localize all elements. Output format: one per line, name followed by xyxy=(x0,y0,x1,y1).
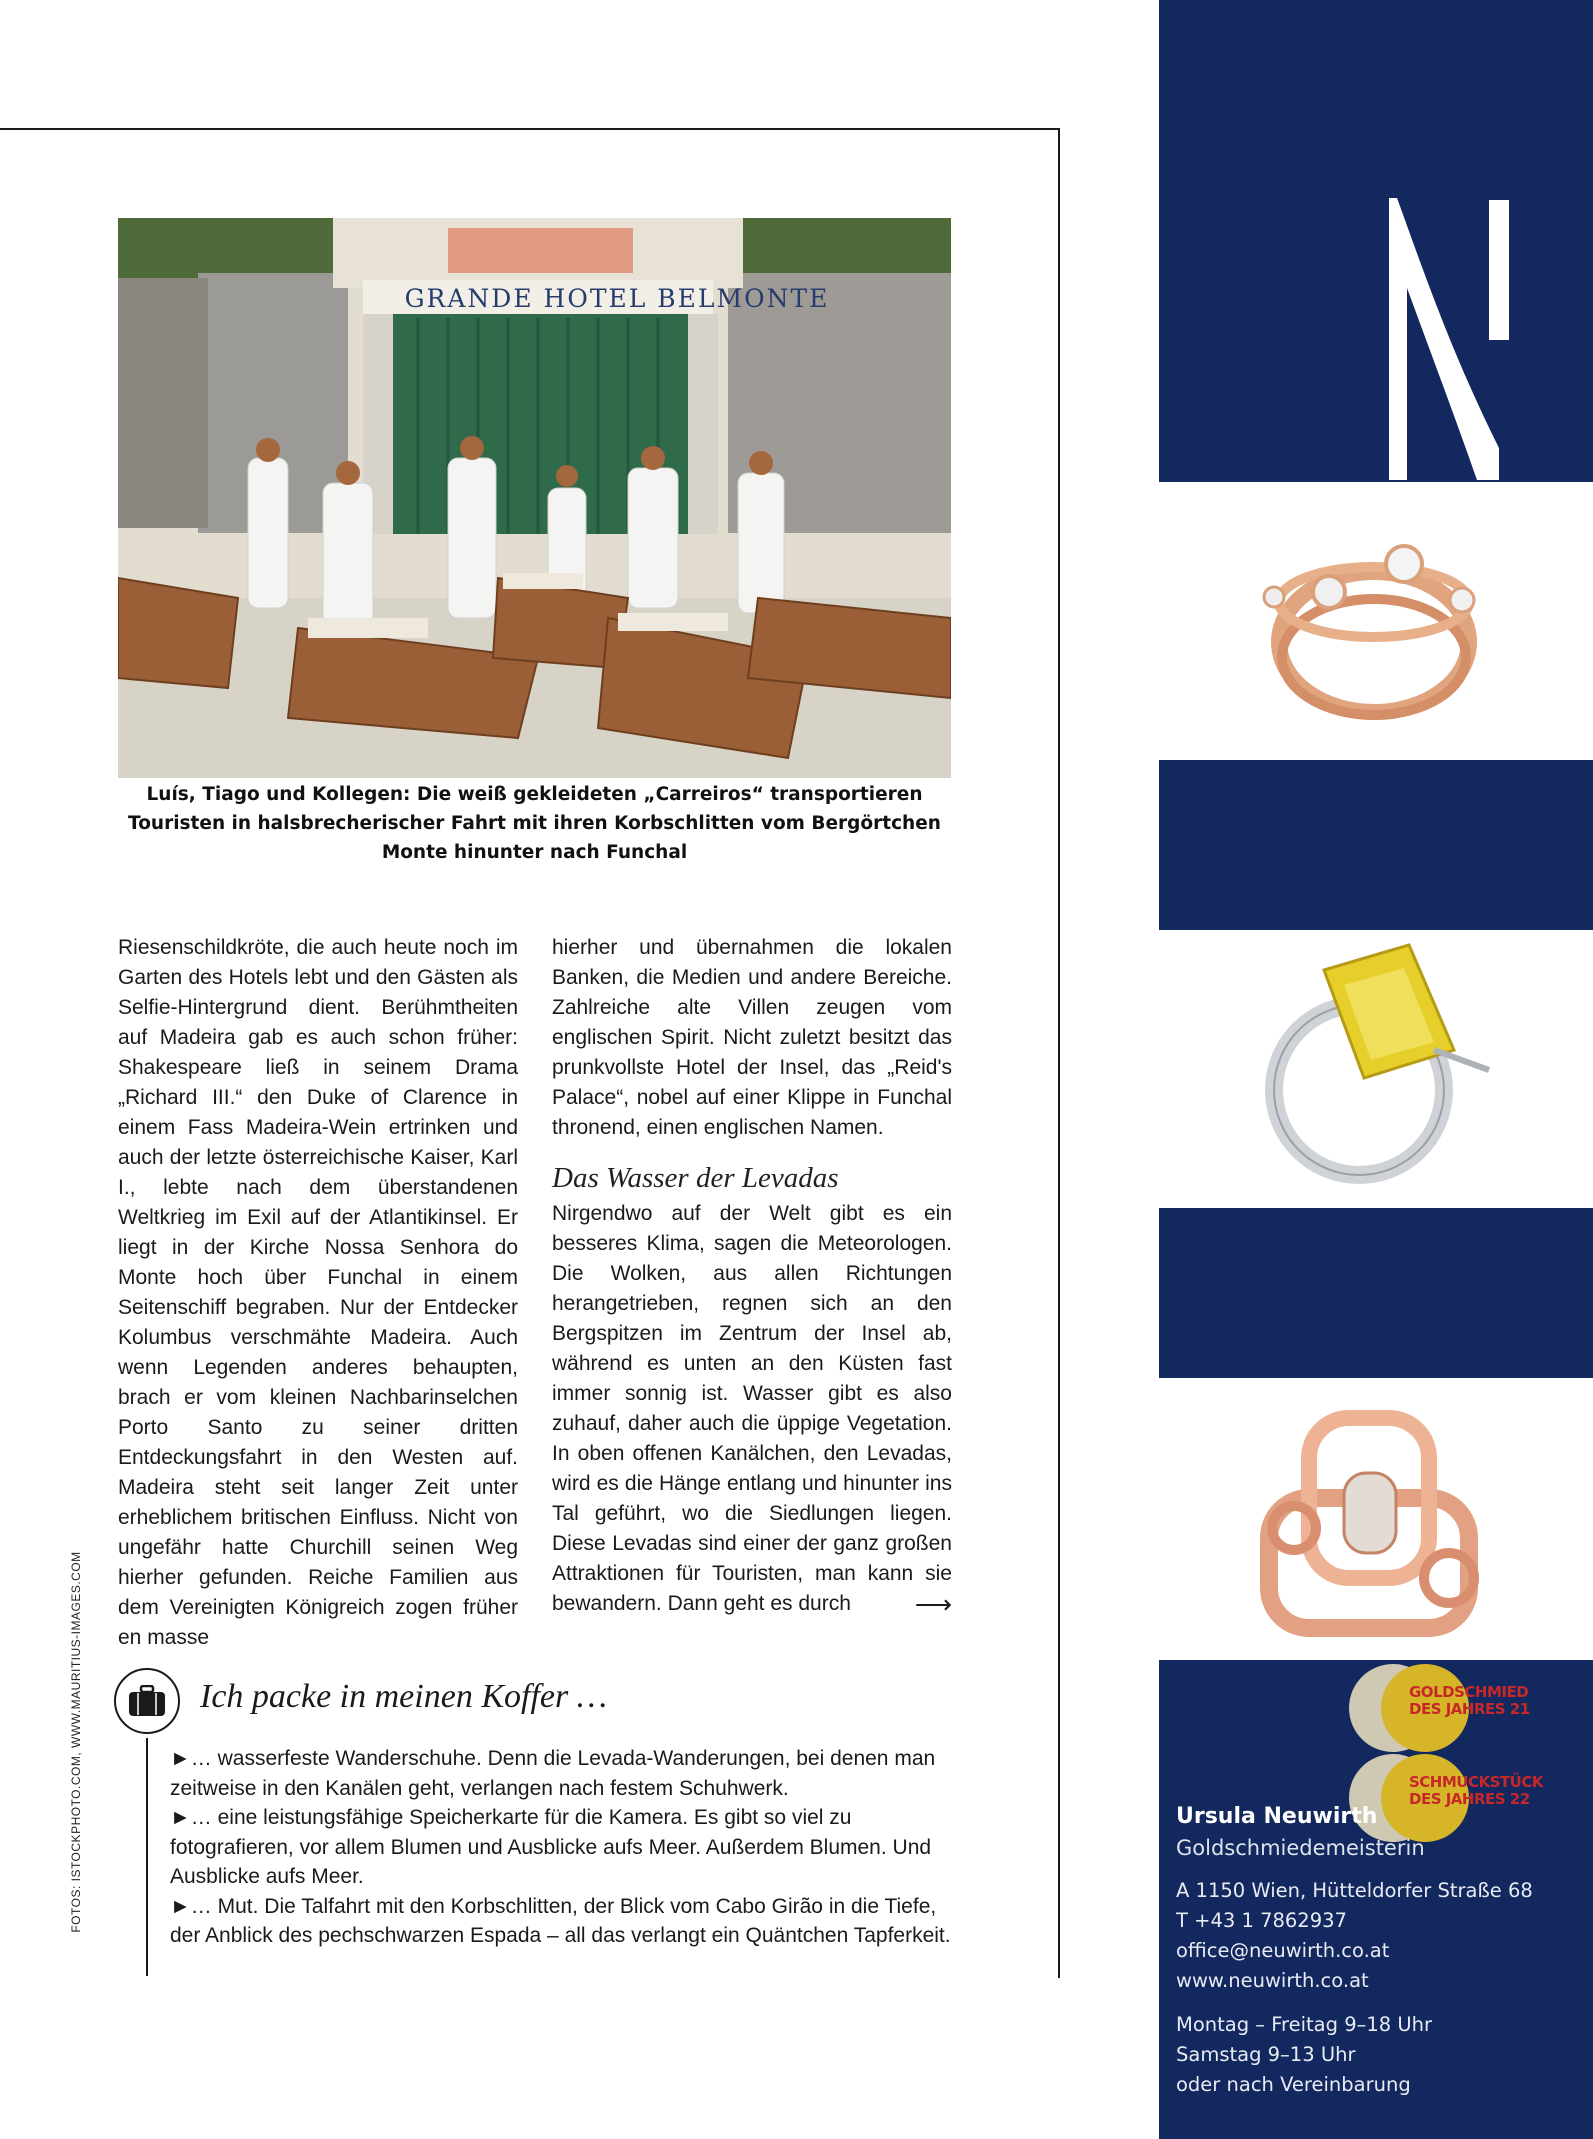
packing-rule xyxy=(146,1738,148,1976)
article-column-left xyxy=(118,933,518,1653)
contact-website[interactable]: www.neuwirth.co.at xyxy=(1176,1969,1369,1992)
contact-details xyxy=(1176,1876,1533,1996)
frame-right-rule xyxy=(1058,128,1060,1978)
photo-caption: Luís, Tiago und Kollegen: Die weiß gekleideten „Carreiros“ transportieren Touristen in halsbrecherischer Fahrt mit ihren Korbschlitten vom Bergörtchen Monte hinunter nach Funchal xyxy=(128,784,941,863)
opening-hours xyxy=(1176,2010,1432,2100)
badge-line1: SCHMUCKSTÜCK xyxy=(1409,1773,1543,1791)
frame-top-rule xyxy=(0,128,1060,130)
continue-arrow-icon: ⟶ xyxy=(914,1589,952,1619)
hours-saturday: Samstag 9–13 Uhr xyxy=(1176,2043,1356,2066)
packing-title: Ich packe in meinen Koffer … xyxy=(200,1678,607,1715)
badge-goldschmied xyxy=(1349,1664,1569,1754)
suitcase-icon xyxy=(114,1668,180,1734)
badge-line2: DES JAHRES 21 xyxy=(1409,1700,1530,1718)
photo-credit xyxy=(56,1540,83,1950)
badge-line1: GOLDSCHMIED xyxy=(1409,1683,1529,1701)
contact-title: Goldschmiedemeisterin xyxy=(1176,1836,1425,1860)
section-subheading: Das Wasser der Levadas xyxy=(552,1162,839,1194)
badge-text xyxy=(1409,1684,1530,1718)
packing-list xyxy=(170,1744,960,1951)
hours-appointment: oder nach Vereinbarung xyxy=(1176,2073,1411,2096)
badge-text xyxy=(1409,1774,1543,1808)
contact-email[interactable]: office@neuwirth.co.at xyxy=(1176,1939,1390,1962)
contact-name: Ursula Neuwirth xyxy=(1176,1804,1378,1829)
article-text-right-2 xyxy=(552,1199,952,1619)
photo-credit-text: FOTOS: ISTOCKPHOTO.COM, WWW.MAURITIUS-IMAGES.COM xyxy=(69,1551,83,1933)
ring-panel-1 xyxy=(1159,482,1593,760)
article-column-right xyxy=(552,933,952,1619)
hotel-sign: GRANDE HOTEL BELMONTE xyxy=(404,283,830,313)
neuwirth-n-logo xyxy=(1389,198,1519,480)
ad-navy-band xyxy=(1159,0,1593,482)
packing-item: ►… eine leistungsfähige Speicherkarte für die Kamera. Es gibt so viel zu fotografieren, vor allem Blumen und Ausblicke aufs Meer. Außerdem Blumen. Und Ausblicke aufs Meer. xyxy=(170,1806,932,1888)
ad-navy-band xyxy=(1159,1208,1593,1378)
article-text-right-2-body: Nirgendwo auf der Welt gibt es ein besseres Klima, sagen die Meteorologen. Die Wolken, aus allen Richtungen herangetrieben, regnen sich an den Bergspitzen im Zentrum der Insel ab, während es unten an den Küsten fast immer sonnig ist. Wasser gibt es also zuhauf, daher auch die üppige Vegetation. In oben offenen Kanälchen, den Levadas, wird es die Hänge entlang und hinunter ins Tal geführt, wo die Siedlungen liegen. Diese Levadas sind einer der ganz großen Attraktionen für Touristen, man kann sie bewandern. Dann geht es durch xyxy=(552,1202,952,1615)
article-text-left: Riesenschildkröte, die auch heute noch im Garten des Hotels lebt und den Gästen als Selfie-Hintergrund dient. Berühmtheiten auf Madeira gab es auch schon früher: Shakespeare ließ in seinem Drama „Richard III.“ den Duke of Clarence in einem Fass Madeira-Wein ertrinken und auch der letzte österreichische Kaiser, Karl I., lebte nach dem überstandenen Weltkrieg im Exil auf der Atlantikinsel. Er liegt in der Kirche Nossa Senhora do Monte hoch über Funchal in einem Seitenschiff begraben. Nur der Entdecker Kolumbus verschmähte Madeira. Auch wenn Legenden anderes behaupten, brach er vom kleinen Nachbarinselchen Porto Santo zu seiner dritten Entdeckungsfahrt in den Westen auf. Madeira steht seit langer Zeit unter erheblichem britischen Einfluss. Nicht von ungefähr hatte Churchill seinen Weg hierher gefunden. Reiche Familien aus dem Vereinigten Königreich zogen früher en masse xyxy=(118,936,518,1649)
badge-line2: DES JAHRES 22 xyxy=(1409,1790,1530,1808)
hours-weekdays: Montag – Freitag 9–18 Uhr xyxy=(1176,2013,1433,2036)
contact-phone[interactable]: T +43 1 7862937 xyxy=(1176,1909,1347,1932)
badge-schmuckstueck xyxy=(1349,1754,1569,1844)
packing-item: ►… Mut. Die Talfahrt mit den Korbschlitten, der Blick vom Cabo Girão in die Tiefe, der Anblick des pechschwarzen Espada – all das verlangt ein Quäntchen Tapferkeit. xyxy=(170,1894,951,1947)
ring-panel-3 xyxy=(1159,1378,1593,1660)
ring-panel-2 xyxy=(1159,930,1593,1208)
ad-navy-band xyxy=(1159,760,1593,930)
packing-item: ►… wasserfeste Wanderschuhe. Denn die Levada-Wanderungen, bei denen man zeitweise in den Kanälen geht, verlangen nach festem Schuhwerk. xyxy=(170,1747,936,1800)
article-text-right-1: hierher und übernahmen die lokalen Banken, die Medien und andere Bereiche. Zahlreiche alte Villen zeugen vom englischen Spirit. Nicht zuletzt besitzt das prunkvollste Hotel der Insel, das „Reid's Palace“, nobel auf einer Klippe in Funchal thronend, einen englischen Namen. xyxy=(552,936,952,1139)
contact-address: A 1150 Wien, Hütteldorfer Straße 68 xyxy=(1176,1879,1533,1902)
